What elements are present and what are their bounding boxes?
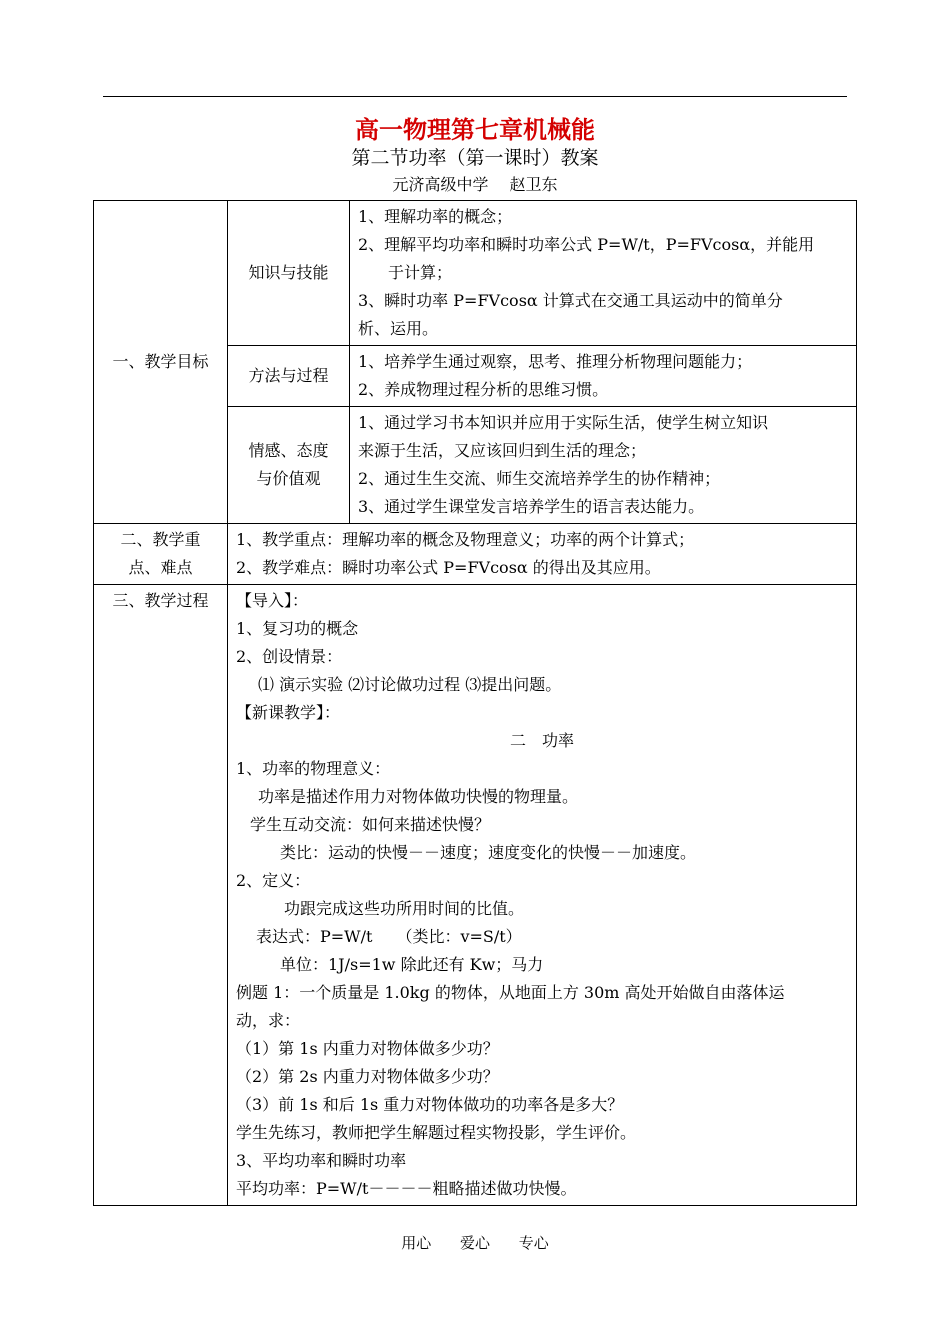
text-line: 2、定义： bbox=[236, 871, 311, 890]
footer-item: 爱心 bbox=[459, 1234, 490, 1252]
goals-knowledge-row bbox=[94, 201, 857, 346]
text-line: 学生先练习，教师把学生解题过程实物投影，学生评价。 bbox=[236, 1123, 637, 1142]
text-line: 2、理解平均功率和瞬时功率公式 P=W/t，P=FVcosα，并能用 bbox=[358, 235, 815, 254]
text-line: 2、创设情景： bbox=[236, 647, 343, 666]
header-rule bbox=[103, 96, 847, 97]
goal-label-method: 方法与过程 bbox=[228, 346, 350, 407]
document-title: 高一物理第七章机械能 bbox=[355, 116, 595, 144]
page-footer bbox=[0, 1232, 950, 1253]
section-label-process bbox=[94, 585, 228, 1206]
goal-label-knowledge: 知识与技能 bbox=[228, 201, 350, 346]
text-line: 动，求： bbox=[236, 1011, 301, 1030]
text-line: 1、教学重点：理解功率的概念及物理意义；功率的两个计算式； bbox=[236, 530, 695, 549]
text-line: ⑴ 演示实验 ⑵讨论做功过程 ⑶提出问题。 bbox=[258, 675, 562, 694]
key-points-row bbox=[94, 524, 857, 585]
goal-content-knowledge bbox=[350, 201, 857, 346]
text-line: 1、培养学生通过观察，思考、推理分析物理问题能力； bbox=[358, 352, 753, 371]
text-line: 功跟完成这些功所用时间的比值。 bbox=[284, 899, 525, 918]
footer-item: 用心 bbox=[401, 1234, 432, 1252]
label-line: 情感、态度 bbox=[248, 441, 329, 460]
text-line: （2）第 2s 内重力对物体做多少功？ bbox=[236, 1067, 499, 1086]
text-line: 析、运用。 bbox=[358, 319, 439, 338]
text-line: 于计算； bbox=[388, 263, 453, 282]
process-content bbox=[228, 585, 857, 1206]
label-line: 二、教学重 bbox=[120, 530, 201, 549]
text-line: 3、平均功率和瞬时功率 bbox=[236, 1151, 407, 1170]
goal-content-method bbox=[350, 346, 857, 407]
process-row bbox=[94, 585, 857, 1206]
text-line: （1）第 1s 内重力对物体做多少功？ bbox=[236, 1039, 499, 1058]
text-line: 【新课教学】： bbox=[236, 703, 341, 722]
text-line: 2、通过生生交流、师生交流培养学生的协作精神； bbox=[358, 469, 721, 488]
label-line: 与价值观 bbox=[256, 469, 321, 488]
footer-item: 专心 bbox=[518, 1234, 549, 1252]
text-line: 3、瞬时功率 P=FVcosα 计算式在交通工具运动中的简单分 bbox=[358, 291, 783, 310]
text-line: 来源于生活，又应该回归到生活的理念； bbox=[358, 441, 647, 460]
text-line: 学生互动交流：如何来描述快慢？ bbox=[250, 815, 491, 834]
text-line: 1、功率的物理意义： bbox=[236, 759, 391, 778]
key-points-content bbox=[228, 524, 857, 585]
text-line: 【导入】： bbox=[236, 591, 309, 610]
text-line: 例题 1：一个质量是 1.0kg 的物体，从地面上方 30m 高处开始做自由落体运 bbox=[236, 983, 785, 1002]
text-line: 表达式：P=W/t （类比：v=S/t） bbox=[256, 927, 522, 946]
label-line: 点、难点 bbox=[128, 558, 193, 577]
document-subtitle: 第二节功率（第一课时）教案 bbox=[351, 147, 599, 169]
section-label-key-points bbox=[94, 524, 228, 585]
text-line: 2、养成物理过程分析的思维习惯。 bbox=[358, 380, 609, 399]
text-line: 1、通过学习书本知识并应用于实际生活，使学生树立知识 bbox=[358, 413, 769, 432]
goal-label-emotion bbox=[228, 407, 350, 524]
text-line: 1、复习功的概念 bbox=[236, 619, 359, 638]
text-line: 平均功率：P=W/t－－－－粗略描述做功快慢。 bbox=[236, 1179, 577, 1198]
text-line: 1、理解功率的概念； bbox=[358, 207, 513, 226]
text-line: 单位：1J/s=1w 除此还有 Kw；马力 bbox=[280, 955, 544, 974]
section-heading: 二 功率 bbox=[509, 731, 574, 750]
author-line: 元济高级中学 赵卫东 bbox=[392, 175, 558, 194]
text-line: 功率是描述作用力对物体做功快慢的物理量。 bbox=[258, 787, 579, 806]
text-line: 2、教学难点：瞬时功率公式 P=FVcosα 的得出及其应用。 bbox=[236, 558, 661, 577]
section-label-goals: 一、教学目标 bbox=[94, 201, 228, 524]
goal-content-emotion bbox=[350, 407, 857, 524]
lesson-plan-table bbox=[93, 200, 857, 1206]
text-line: （3）前 1s 和后 1s 重力对物体做功的功率各是多大？ bbox=[236, 1095, 624, 1114]
text-line: 类比：运动的快慢－－速度；速度变化的快慢－－加速度。 bbox=[280, 843, 697, 862]
process-label: 三、教学过程 bbox=[112, 591, 209, 610]
text-line: 3、通过学生课堂发言培养学生的语言表达能力。 bbox=[358, 497, 705, 516]
